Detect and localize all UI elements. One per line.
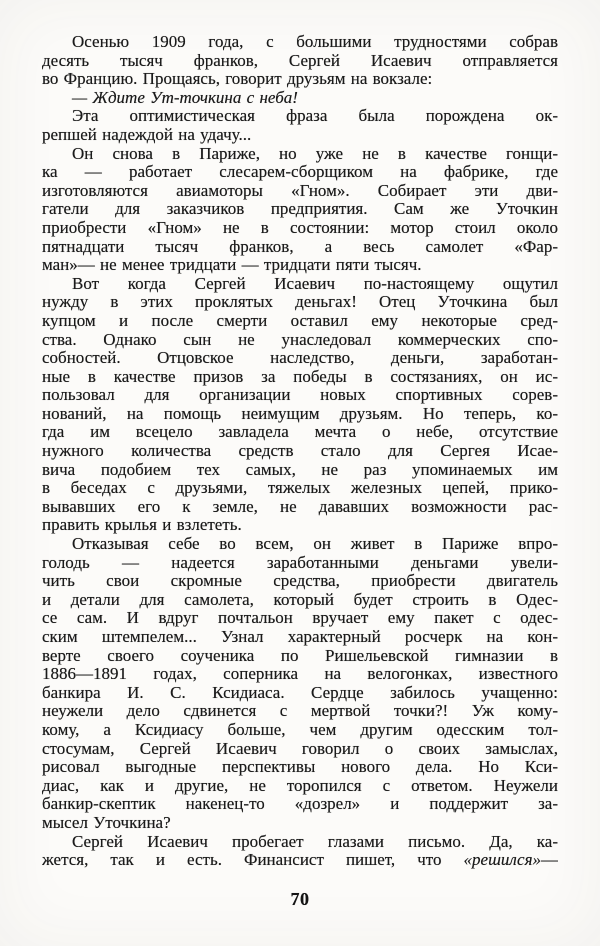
text-line: неужели дело сдвинется с мертвой точки?! Уж кому- [42, 702, 558, 721]
text-content [42, 33, 558, 870]
text-segment: — [541, 851, 558, 870]
text-line: изготовляются авиамоторы «Гном». Собирает эти дви- [42, 181, 558, 200]
text-line: Он снова в Париже, но уже не в качестве гонщи- [72, 144, 558, 163]
text-line: ные в качестве призов за победы в состязаниях, он ис- [42, 367, 558, 386]
text-line: банкир-скептик накенец-то «дозрел» и поддержит за- [42, 795, 558, 814]
text-line: банкира И. С. Ксидиаса. Сердце забилось учащенно: [42, 683, 558, 702]
text-line: в беседах с друзьями, тяжелых железных цепей, прико- [42, 479, 558, 498]
text-line: чить свои скромные средства, приобрести двигатель [42, 572, 558, 591]
text-line: нужного количества средств стало для Сергея Исае- [42, 442, 558, 461]
text-line: собностей. Отцовское наследство, деньги, заработан- [42, 349, 558, 368]
text-line: стосумам, Сергей Исаевич говорил о своих замыслах, [42, 739, 558, 758]
text-line: верте своего соученика по Ришельевской гимназии в [42, 646, 558, 665]
text-line: гатели для заказчиков предприятия. Сам же Уточкин [42, 200, 558, 219]
text-line: Осенью 1909 года, с большими трудностями собрав [72, 33, 558, 51]
text-line: Эта оптимистическая фраза была порождена ок- [72, 107, 558, 126]
text-line: Вот когда Сергей Исаевич по-настоящему ощутил [72, 274, 558, 293]
text-line: нужду в этих проклятых деньгах! Отец Уточкина был [42, 293, 558, 312]
text-line: Отказывая себе во всем, он живет в Париже впро- [72, 535, 558, 554]
text-line: пятнадцати тысяч франков, а весь самолет «Фар- [42, 237, 558, 256]
text-line: ман»— не менее тридцати — тридцати пяти тысяч. [42, 256, 422, 275]
text-segment: жется, так и есть. Финансист пишет, что [42, 851, 464, 870]
text-line: ским штемпелем... Узнал характерный росчерк на кон- [42, 628, 558, 646]
text-line: вича подобием тех самых, не раз упоминаемых им [42, 460, 558, 479]
text-line: диас, как и другие, не торопился с ответом. Неужели [42, 776, 558, 795]
text-line: Сергей Исаевич пробегает глазами письмо. Да, ка- [72, 832, 558, 851]
text-line: во Францию. Прощаясь, говорит друзьям на вокзале: [42, 70, 433, 89]
text-line: править крылья и взлететь. [42, 516, 242, 535]
text-line: нований, на помощь неимущим друзьям. Но теперь, ко- [42, 404, 558, 423]
emphasized-text: «решился» [463, 851, 541, 870]
text-line: гда им всецело завладела мечта о небе, отсутствие [42, 423, 558, 442]
text-line: мысел Уточкина? [42, 813, 171, 832]
text-line: ства. Однако сын не унаследовал коммерческих спо- [42, 330, 558, 349]
text-line: купцом и после смерти оставил ему некоторые сред- [42, 311, 558, 330]
text-line: ка — работает слесарем-сборщиком на фабрике, где [42, 163, 558, 182]
text-line: вывавших его к земле, не дававших возможности рас- [42, 497, 558, 516]
text-line: пользовал для организации новых спортивных сорев- [42, 386, 558, 405]
text-line: приобрести «Гном» не в состоянии: мотор стоил около [42, 218, 558, 237]
text-line: голодь — надеется заработанными деньгами увели- [42, 553, 558, 572]
text-line: репшей надеждой на удачу... [42, 125, 252, 144]
text-line: и детали для самолета, который будет строить в Одес- [42, 590, 558, 609]
text-line: кому, а Ксидиасу больше, чем другим одесским тол- [42, 720, 558, 739]
text-line [42, 851, 558, 870]
text-line: се сам. И вдруг почтальон вручает ему пакет с одес- [42, 609, 558, 628]
page-number: 70 [290, 889, 310, 909]
text-line: десять тысяч франков, Сергей Исаевич отправляется [42, 51, 558, 70]
text-line: 1886—1891 годах, соперника на велогонках, известного [42, 665, 558, 684]
text-line: рисовал выгодные перспективы нового дела. Но Кси- [42, 758, 558, 777]
text-line: — Ждите Ут-точкина с неба! [72, 88, 298, 107]
